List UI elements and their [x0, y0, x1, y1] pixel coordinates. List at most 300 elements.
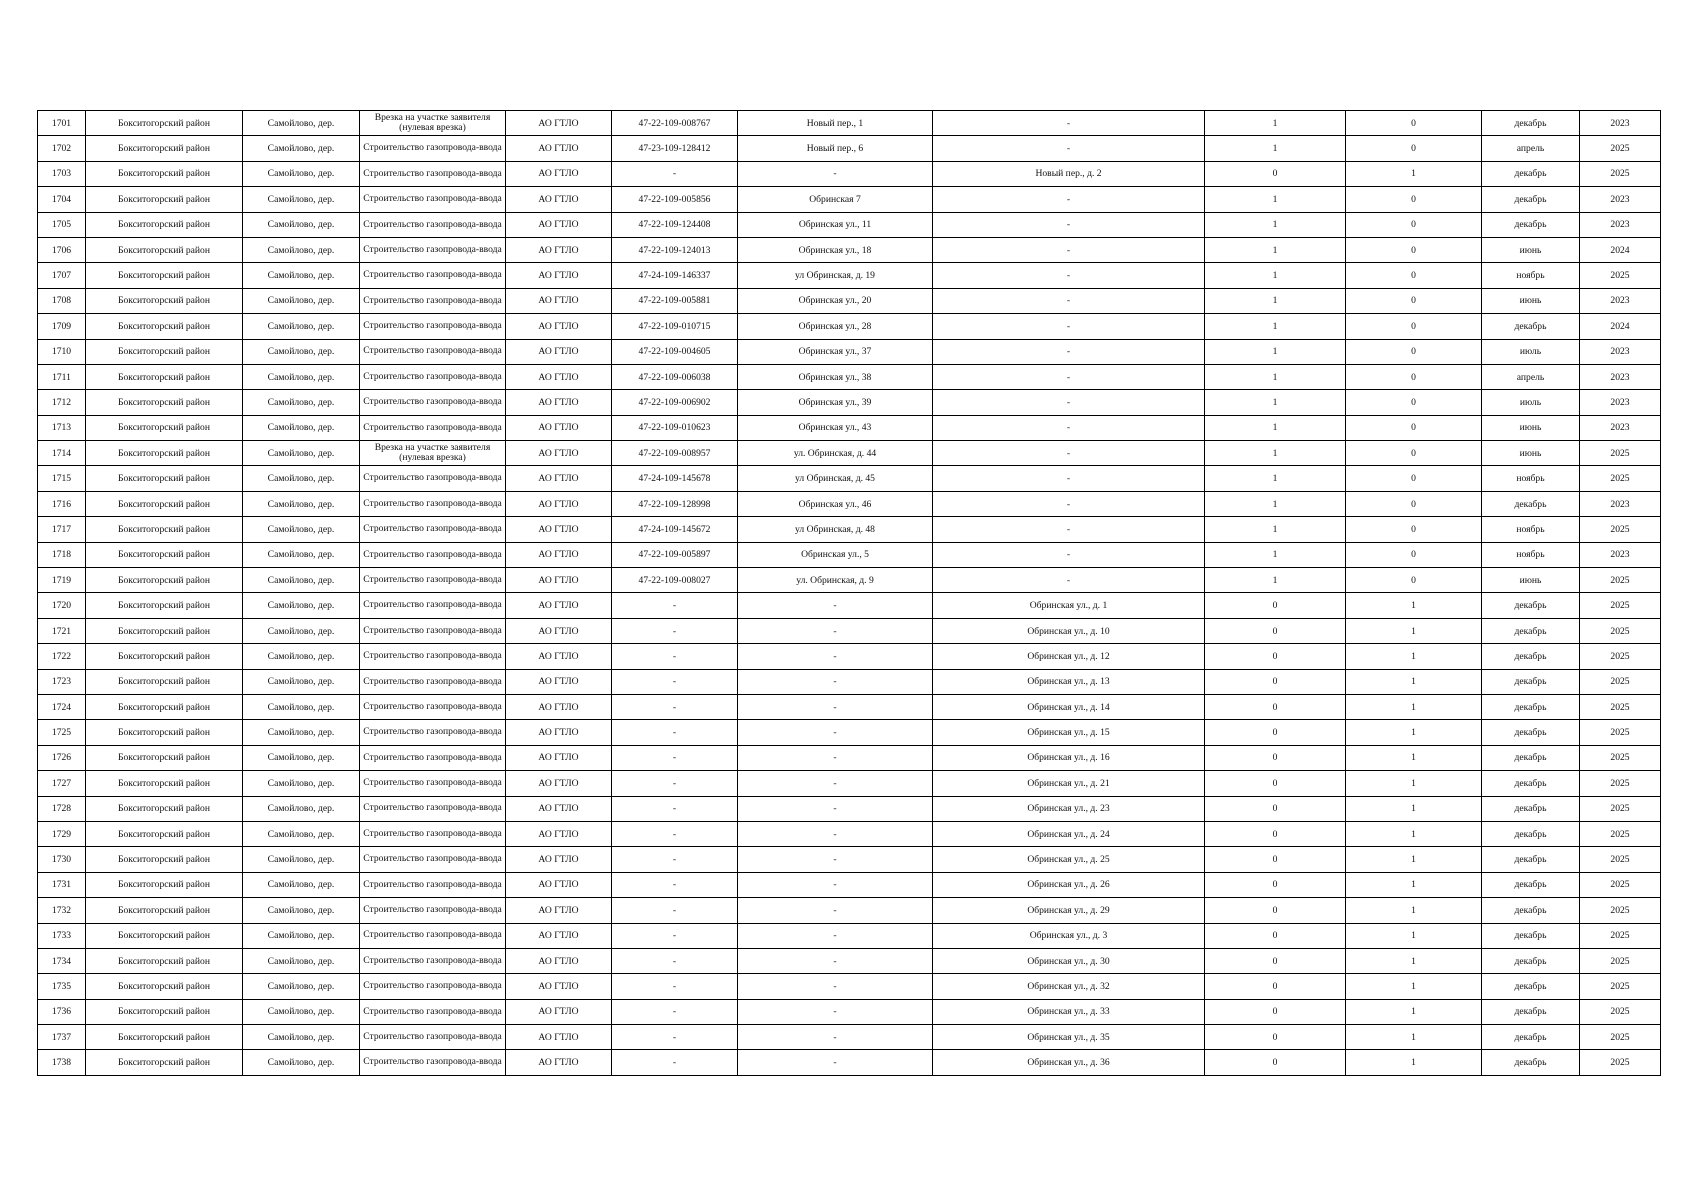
cell-month: декабрь — [1482, 593, 1580, 618]
cell-address-connected: - — [738, 745, 933, 770]
cell-count-a: 0 — [1205, 771, 1346, 796]
cell-row-number: 1731 — [38, 872, 86, 897]
cell-address-planned: Обринская ул., д. 1 — [933, 593, 1205, 618]
cell-district: Бокситогорский район — [86, 796, 243, 821]
cell-work-type: Строительство газопровода-ввода — [360, 720, 506, 745]
cell-count-a: 0 — [1205, 669, 1346, 694]
cell-district: Бокситогорский район — [86, 1025, 243, 1050]
cell-count-b: 0 — [1346, 288, 1482, 313]
cell-address-planned: Обринская ул., д. 12 — [933, 644, 1205, 669]
cell-row-number: 1720 — [38, 593, 86, 618]
cell-address-planned: - — [933, 441, 1205, 466]
cell-address-planned: - — [933, 466, 1205, 491]
cell-address-connected: Обринская ул., 46 — [738, 491, 933, 516]
cell-count-a: 1 — [1205, 288, 1346, 313]
cell-district: Бокситогорский район — [86, 390, 243, 415]
cell-row-number: 1729 — [38, 821, 86, 846]
cell-work-type: Строительство газопровода-ввода — [360, 898, 506, 923]
cell-settlement: Самойлово, дер. — [243, 364, 360, 389]
cell-count-a: 1 — [1205, 187, 1346, 212]
cell-row-number: 1702 — [38, 136, 86, 161]
cell-month: декабрь — [1482, 669, 1580, 694]
cell-year: 2025 — [1580, 999, 1661, 1024]
cell-address-planned: Обринская ул., д. 32 — [933, 974, 1205, 999]
cell-district: Бокситогорский район — [86, 1050, 243, 1075]
cell-application-number: - — [612, 948, 738, 973]
cell-application-number: 47-22-109-124013 — [612, 237, 738, 262]
cell-count-a: 1 — [1205, 415, 1346, 440]
cell-count-a: 0 — [1205, 745, 1346, 770]
cell-count-a: 0 — [1205, 923, 1346, 948]
cell-organization: АО ГТЛО — [506, 314, 612, 339]
cell-address-connected: - — [738, 974, 933, 999]
cell-year: 2023 — [1580, 415, 1661, 440]
cell-organization: АО ГТЛО — [506, 339, 612, 364]
cell-organization: АО ГТЛО — [506, 491, 612, 516]
cell-row-number: 1709 — [38, 314, 86, 339]
cell-count-a: 0 — [1205, 618, 1346, 643]
cell-count-a: 1 — [1205, 466, 1346, 491]
cell-address-connected: - — [738, 923, 933, 948]
table-row — [38, 948, 1661, 973]
cell-row-number: 1705 — [38, 212, 86, 237]
cell-application-number: - — [612, 745, 738, 770]
cell-district: Бокситогорский район — [86, 517, 243, 542]
cell-address-planned: - — [933, 491, 1205, 516]
cell-work-type: Строительство газопровода-ввода — [360, 999, 506, 1024]
cell-month: декабрь — [1482, 111, 1580, 136]
cell-row-number: 1704 — [38, 187, 86, 212]
cell-month: декабрь — [1482, 161, 1580, 186]
cell-settlement: Самойлово, дер. — [243, 263, 360, 288]
cell-work-type: Строительство газопровода-ввода — [360, 948, 506, 973]
cell-row-number: 1735 — [38, 974, 86, 999]
cell-row-number: 1722 — [38, 644, 86, 669]
cell-count-b: 1 — [1346, 745, 1482, 770]
cell-year: 2023 — [1580, 187, 1661, 212]
table-row — [38, 441, 1661, 466]
cell-row-number: 1703 — [38, 161, 86, 186]
cell-address-planned: - — [933, 212, 1205, 237]
cell-year: 2025 — [1580, 898, 1661, 923]
cell-district: Бокситогорский район — [86, 618, 243, 643]
cell-count-b: 1 — [1346, 161, 1482, 186]
cell-count-a: 0 — [1205, 999, 1346, 1024]
cell-row-number: 1725 — [38, 720, 86, 745]
cell-settlement: Самойлово, дер. — [243, 618, 360, 643]
cell-row-number: 1726 — [38, 745, 86, 770]
cell-district: Бокситогорский район — [86, 237, 243, 262]
cell-year: 2023 — [1580, 339, 1661, 364]
cell-count-b: 1 — [1346, 1050, 1482, 1075]
cell-count-a: 0 — [1205, 1050, 1346, 1075]
cell-work-type: Строительство газопровода-ввода — [360, 694, 506, 719]
cell-district: Бокситогорский район — [86, 288, 243, 313]
cell-settlement: Самойлово, дер. — [243, 771, 360, 796]
cell-application-number: - — [612, 669, 738, 694]
cell-district: Бокситогорский район — [86, 923, 243, 948]
cell-year: 2023 — [1580, 111, 1661, 136]
cell-month: ноябрь — [1482, 517, 1580, 542]
cell-organization: АО ГТЛО — [506, 771, 612, 796]
table-row — [38, 415, 1661, 440]
cell-address-connected: - — [738, 720, 933, 745]
cell-application-number: 47-24-109-145672 — [612, 517, 738, 542]
cell-application-number: - — [612, 161, 738, 186]
cell-year: 2025 — [1580, 136, 1661, 161]
cell-count-a: 0 — [1205, 898, 1346, 923]
table-row — [38, 974, 1661, 999]
cell-count-a: 1 — [1205, 542, 1346, 567]
table-row — [38, 898, 1661, 923]
cell-address-planned: Обринская ул., д. 33 — [933, 999, 1205, 1024]
cell-settlement: Самойлово, дер. — [243, 339, 360, 364]
cell-district: Бокситогорский район — [86, 491, 243, 516]
cell-count-a: 1 — [1205, 390, 1346, 415]
cell-month: декабрь — [1482, 187, 1580, 212]
cell-application-number: 47-22-109-005881 — [612, 288, 738, 313]
cell-month: декабрь — [1482, 212, 1580, 237]
cell-month: декабрь — [1482, 314, 1580, 339]
cell-application-number: - — [612, 1025, 738, 1050]
cell-year: 2023 — [1580, 491, 1661, 516]
cell-district: Бокситогорский район — [86, 212, 243, 237]
cell-count-b: 0 — [1346, 212, 1482, 237]
cell-address-connected: Обринская 7 — [738, 187, 933, 212]
cell-month: июль — [1482, 339, 1580, 364]
cell-address-connected: Новый пер., 1 — [738, 111, 933, 136]
cell-count-b: 1 — [1346, 923, 1482, 948]
cell-district: Бокситогорский район — [86, 161, 243, 186]
cell-count-a: 0 — [1205, 644, 1346, 669]
cell-address-connected: - — [738, 872, 933, 897]
cell-settlement: Самойлово, дер. — [243, 694, 360, 719]
cell-organization: АО ГТЛО — [506, 517, 612, 542]
cell-address-connected: - — [738, 1050, 933, 1075]
cell-count-a: 0 — [1205, 1025, 1346, 1050]
cell-month: декабрь — [1482, 720, 1580, 745]
table-row — [38, 923, 1661, 948]
table-row — [38, 1025, 1661, 1050]
cell-settlement: Самойлово, дер. — [243, 136, 360, 161]
cell-address-planned: Обринская ул., д. 35 — [933, 1025, 1205, 1050]
cell-district: Бокситогорский район — [86, 593, 243, 618]
cell-organization: АО ГТЛО — [506, 720, 612, 745]
cell-settlement: Самойлово, дер. — [243, 847, 360, 872]
cell-count-a: 0 — [1205, 694, 1346, 719]
cell-month: ноябрь — [1482, 466, 1580, 491]
cell-year: 2025 — [1580, 923, 1661, 948]
cell-year: 2025 — [1580, 745, 1661, 770]
cell-month: декабрь — [1482, 644, 1580, 669]
cell-organization: АО ГТЛО — [506, 745, 612, 770]
cell-address-planned: Обринская ул., д. 29 — [933, 898, 1205, 923]
cell-year: 2025 — [1580, 1025, 1661, 1050]
cell-work-type: Строительство газопровода-ввода — [360, 161, 506, 186]
cell-count-a: 1 — [1205, 314, 1346, 339]
cell-settlement: Самойлово, дер. — [243, 644, 360, 669]
cell-month: июнь — [1482, 288, 1580, 313]
cell-count-b: 0 — [1346, 136, 1482, 161]
table-row — [38, 542, 1661, 567]
cell-row-number: 1738 — [38, 1050, 86, 1075]
table-row — [38, 821, 1661, 846]
cell-count-b: 0 — [1346, 263, 1482, 288]
cell-year: 2025 — [1580, 568, 1661, 593]
cell-address-planned: - — [933, 187, 1205, 212]
cell-work-type: Строительство газопровода-ввода — [360, 136, 506, 161]
table-row — [38, 517, 1661, 542]
cell-organization: АО ГТЛО — [506, 111, 612, 136]
cell-count-b: 1 — [1346, 948, 1482, 973]
cell-count-a: 0 — [1205, 974, 1346, 999]
cell-district: Бокситогорский район — [86, 415, 243, 440]
cell-work-type: Строительство газопровода-ввода — [360, 821, 506, 846]
cell-count-b: 1 — [1346, 898, 1482, 923]
cell-year: 2025 — [1580, 466, 1661, 491]
cell-organization: АО ГТЛО — [506, 542, 612, 567]
cell-count-b: 0 — [1346, 542, 1482, 567]
table-row — [38, 466, 1661, 491]
cell-application-number: 47-22-109-008027 — [612, 568, 738, 593]
cell-month: июль — [1482, 390, 1580, 415]
cell-count-a: 0 — [1205, 161, 1346, 186]
cell-settlement: Самойлово, дер. — [243, 1050, 360, 1075]
cell-district: Бокситогорский район — [86, 644, 243, 669]
cell-work-type: Строительство газопровода-ввода — [360, 618, 506, 643]
cell-address-planned: Обринская ул., д. 14 — [933, 694, 1205, 719]
cell-address-connected: - — [738, 771, 933, 796]
cell-year: 2025 — [1580, 263, 1661, 288]
cell-address-connected: Новый пер., 6 — [738, 136, 933, 161]
cell-row-number: 1718 — [38, 542, 86, 567]
cell-row-number: 1712 — [38, 390, 86, 415]
cell-month: апрель — [1482, 364, 1580, 389]
table-row — [38, 999, 1661, 1024]
cell-month: декабрь — [1482, 821, 1580, 846]
cell-count-a: 1 — [1205, 491, 1346, 516]
cell-month: декабрь — [1482, 898, 1580, 923]
cell-application-number: - — [612, 821, 738, 846]
cell-address-planned: Обринская ул., д. 13 — [933, 669, 1205, 694]
cell-work-type: Строительство газопровода-ввода — [360, 415, 506, 440]
cell-address-planned: Обринская ул., д. 25 — [933, 847, 1205, 872]
table-row — [38, 263, 1661, 288]
cell-work-type: Строительство газопровода-ввода — [360, 644, 506, 669]
cell-year: 2025 — [1580, 948, 1661, 973]
cell-application-number: - — [612, 796, 738, 821]
cell-settlement: Самойлово, дер. — [243, 491, 360, 516]
cell-work-type: Строительство газопровода-ввода — [360, 872, 506, 897]
cell-address-connected: - — [738, 821, 933, 846]
cell-address-planned: - — [933, 568, 1205, 593]
cell-address-planned: Обринская ул., д. 23 — [933, 796, 1205, 821]
cell-organization: АО ГТЛО — [506, 364, 612, 389]
cell-application-number: 47-22-109-010623 — [612, 415, 738, 440]
cell-count-a: 1 — [1205, 364, 1346, 389]
cell-organization: АО ГТЛО — [506, 923, 612, 948]
cell-address-connected: Обринская ул., 38 — [738, 364, 933, 389]
cell-address-planned: - — [933, 390, 1205, 415]
table-row — [38, 771, 1661, 796]
cell-month: декабрь — [1482, 694, 1580, 719]
cell-organization: АО ГТЛО — [506, 821, 612, 846]
cell-address-connected: ул. Обринская, д. 9 — [738, 568, 933, 593]
cell-count-b: 1 — [1346, 1025, 1482, 1050]
table-row — [38, 1050, 1661, 1075]
table-row — [38, 644, 1661, 669]
cell-month: декабрь — [1482, 948, 1580, 973]
table-row — [38, 694, 1661, 719]
cell-month: декабрь — [1482, 745, 1580, 770]
cell-application-number: 47-22-109-124408 — [612, 212, 738, 237]
cell-address-connected: - — [738, 948, 933, 973]
cell-year: 2025 — [1580, 644, 1661, 669]
table-row — [38, 491, 1661, 516]
cell-settlement: Самойлово, дер. — [243, 898, 360, 923]
cell-address-connected: Обринская ул., 39 — [738, 390, 933, 415]
cell-year: 2023 — [1580, 390, 1661, 415]
cell-address-planned: - — [933, 542, 1205, 567]
cell-work-type: Строительство газопровода-ввода — [360, 669, 506, 694]
cell-address-connected: Обринская ул., 43 — [738, 415, 933, 440]
cell-settlement: Самойлово, дер. — [243, 796, 360, 821]
cell-application-number: - — [612, 872, 738, 897]
cell-district: Бокситогорский район — [86, 694, 243, 719]
cell-row-number: 1710 — [38, 339, 86, 364]
cell-year: 2025 — [1580, 720, 1661, 745]
cell-application-number: - — [612, 1050, 738, 1075]
cell-count-b: 0 — [1346, 568, 1482, 593]
cell-address-connected: - — [738, 644, 933, 669]
table-row — [38, 161, 1661, 186]
cell-address-connected: - — [738, 694, 933, 719]
cell-month: декабрь — [1482, 618, 1580, 643]
cell-settlement: Самойлово, дер. — [243, 517, 360, 542]
cell-year: 2023 — [1580, 542, 1661, 567]
cell-work-type: Строительство газопровода-ввода — [360, 796, 506, 821]
cell-count-b: 0 — [1346, 415, 1482, 440]
cell-row-number: 1724 — [38, 694, 86, 719]
cell-month: декабрь — [1482, 974, 1580, 999]
cell-address-planned: - — [933, 314, 1205, 339]
cell-address-planned: Обринская ул., д. 10 — [933, 618, 1205, 643]
table-row — [38, 745, 1661, 770]
cell-work-type: Строительство газопровода-ввода — [360, 466, 506, 491]
cell-count-b: 1 — [1346, 999, 1482, 1024]
cell-month: июнь — [1482, 441, 1580, 466]
cell-district: Бокситогорский район — [86, 136, 243, 161]
cell-row-number: 1732 — [38, 898, 86, 923]
table-row — [38, 111, 1661, 136]
cell-application-number: - — [612, 618, 738, 643]
cell-district: Бокситогорский район — [86, 999, 243, 1024]
cell-address-planned: - — [933, 364, 1205, 389]
cell-organization: АО ГТЛО — [506, 872, 612, 897]
cell-organization: АО ГТЛО — [506, 669, 612, 694]
table-row — [38, 669, 1661, 694]
cell-count-a: 0 — [1205, 796, 1346, 821]
cell-work-type: Строительство газопровода-ввода — [360, 1050, 506, 1075]
cell-settlement: Самойлово, дер. — [243, 187, 360, 212]
cell-organization: АО ГТЛО — [506, 644, 612, 669]
cell-organization: АО ГТЛО — [506, 948, 612, 973]
cell-count-b: 0 — [1346, 314, 1482, 339]
cell-settlement: Самойлово, дер. — [243, 314, 360, 339]
cell-month: декабрь — [1482, 923, 1580, 948]
cell-application-number: - — [612, 771, 738, 796]
cell-count-b: 1 — [1346, 796, 1482, 821]
cell-year: 2024 — [1580, 237, 1661, 262]
cell-row-number: 1716 — [38, 491, 86, 516]
cell-district: Бокситогорский район — [86, 542, 243, 567]
cell-address-connected: Обринская ул., 20 — [738, 288, 933, 313]
table-row — [38, 847, 1661, 872]
cell-year: 2025 — [1580, 161, 1661, 186]
cell-work-type: Строительство газопровода-ввода — [360, 517, 506, 542]
cell-organization: АО ГТЛО — [506, 999, 612, 1024]
cell-settlement: Самойлово, дер. — [243, 948, 360, 973]
cell-address-planned: Обринская ул., д. 26 — [933, 872, 1205, 897]
cell-address-planned: Обринская ул., д. 16 — [933, 745, 1205, 770]
cell-address-connected: ул Обринская, д. 19 — [738, 263, 933, 288]
cell-settlement: Самойлово, дер. — [243, 237, 360, 262]
cell-organization: АО ГТЛО — [506, 390, 612, 415]
cell-address-planned: Обринская ул., д. 24 — [933, 821, 1205, 846]
cell-row-number: 1723 — [38, 669, 86, 694]
cell-year: 2025 — [1580, 441, 1661, 466]
cell-district: Бокситогорский район — [86, 847, 243, 872]
cell-settlement: Самойлово, дер. — [243, 923, 360, 948]
cell-work-type: Строительство газопровода-ввода — [360, 771, 506, 796]
cell-work-type: Строительство газопровода-ввода — [360, 339, 506, 364]
cell-year: 2025 — [1580, 771, 1661, 796]
cell-district: Бокситогорский район — [86, 720, 243, 745]
cell-application-number: - — [612, 847, 738, 872]
cell-count-a: 0 — [1205, 847, 1346, 872]
cell-application-number: 47-22-109-008957 — [612, 441, 738, 466]
table-row — [38, 593, 1661, 618]
cell-district: Бокситогорский район — [86, 187, 243, 212]
cell-application-number: - — [612, 923, 738, 948]
cell-year: 2025 — [1580, 618, 1661, 643]
cell-district: Бокситогорский район — [86, 669, 243, 694]
cell-row-number: 1706 — [38, 237, 86, 262]
cell-settlement: Самойлово, дер. — [243, 161, 360, 186]
cell-count-b: 1 — [1346, 694, 1482, 719]
cell-work-type: Строительство газопровода-ввода — [360, 263, 506, 288]
cell-year: 2025 — [1580, 821, 1661, 846]
cell-count-b: 0 — [1346, 111, 1482, 136]
cell-year: 2025 — [1580, 517, 1661, 542]
cell-address-planned: - — [933, 136, 1205, 161]
cell-settlement: Самойлово, дер. — [243, 745, 360, 770]
cell-work-type: Строительство газопровода-ввода — [360, 212, 506, 237]
cell-row-number: 1721 — [38, 618, 86, 643]
cell-district: Бокситогорский район — [86, 441, 243, 466]
cell-application-number: 47-22-109-004605 — [612, 339, 738, 364]
table-row — [38, 314, 1661, 339]
cell-organization: АО ГТЛО — [506, 466, 612, 491]
cell-count-a: 0 — [1205, 821, 1346, 846]
cell-organization: АО ГТЛО — [506, 187, 612, 212]
cell-address-connected: - — [738, 1025, 933, 1050]
cell-district: Бокситогорский район — [86, 568, 243, 593]
cell-year: 2024 — [1580, 314, 1661, 339]
cell-address-planned: Новый пер., д. 2 — [933, 161, 1205, 186]
cell-work-type: Строительство газопровода-ввода — [360, 187, 506, 212]
cell-work-type: Строительство газопровода-ввода — [360, 314, 506, 339]
